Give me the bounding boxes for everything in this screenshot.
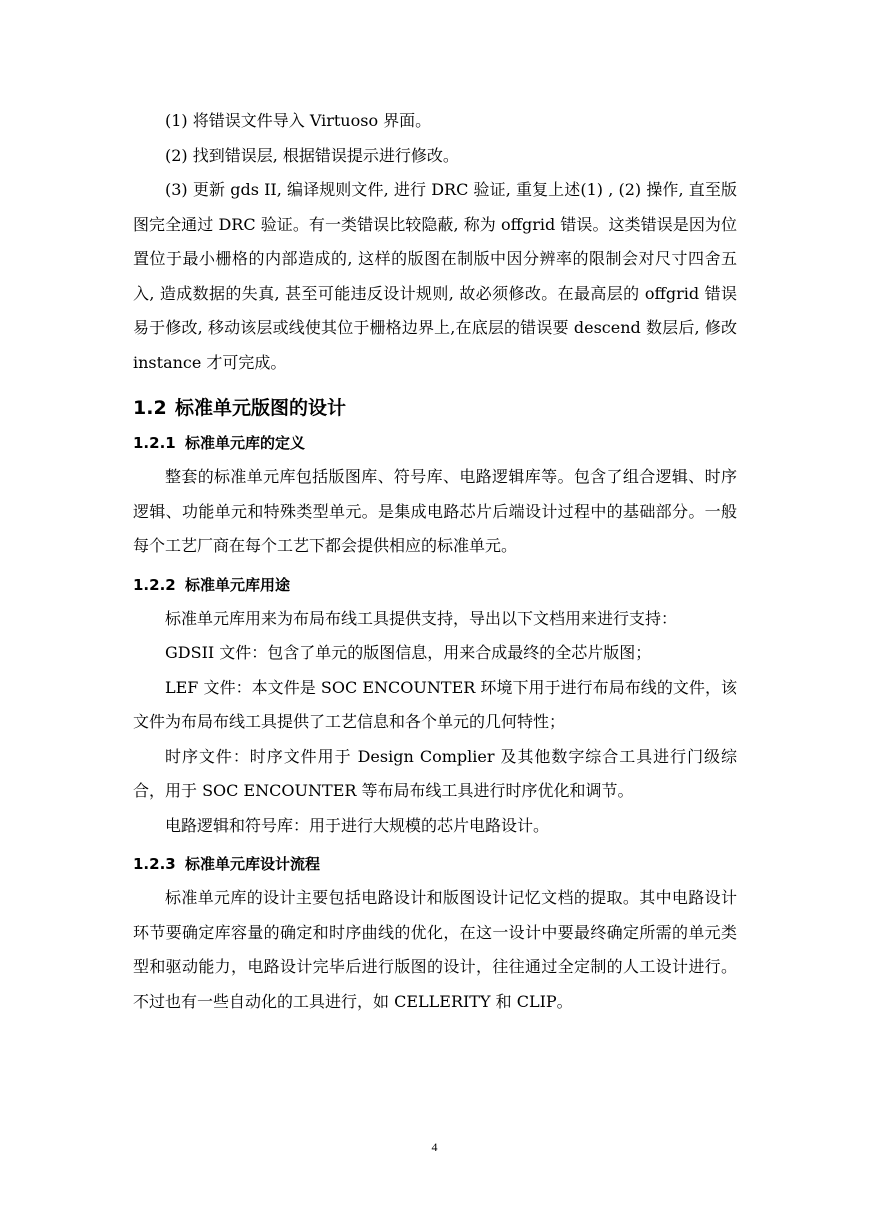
- paragraph: 标准单元库用来为布局布线工具提供支持，导出以下文档用来进行支持：: [165, 608, 678, 628]
- section-number: 1.2: [133, 397, 167, 419]
- section-title: 标准单元版图的设计: [175, 397, 347, 419]
- paragraph-step-2: (2) 找到错误层, 根据错误提示进行修改。: [165, 145, 459, 165]
- subsection-title: 标准单元库设计流程: [185, 855, 321, 873]
- paragraph: 整套的标准单元库包括版图库、符号库、电路逻辑库等。包含了组合逻辑、时序逻辑、功能单元和特殊类型单元。是集成电路芯片后端设计过程中的基础部分。一般每个工艺厂商在每个工艺下都会提供相应的标准单元。: [133, 467, 737, 555]
- paragraph: LEF 文件：本文件是 SOC ENCOUNTER 环境下用于进行布局布线的文件，该文件为布局布线工具提供了工艺信息和各个单元的几何特性；: [133, 677, 737, 731]
- subsection-number: 1.2.2: [133, 575, 176, 594]
- subsection-number: 1.2.1: [133, 434, 176, 452]
- paragraph-step-3: (3) 更新 gds II, 编译规则文件, 进行 DRC 验证, 重复上述(1) , (2) 操作, 直至版图完全通过 DRC 验证。有一类错误比较隐蔽, 称为 offgrid 错误。这类错误是因为位置位于最小栅格的内部造成的, 这样的版图在制版中因分辨率的限制会对尺寸四舍五入, 造成数据的失真, 甚至可能违反设计规则, 故必须修改。在最高层的 offgrid 错误易于修改, 移动该层或线使其位于栅格边界上,在底层的错误要 descend 数层后, 修改 instance 才可完成。: [133, 180, 737, 372]
- paragraph: 时序文件：时序文件用于 Design Complier 及其他数字综合工具进行门级综合，用于 SOC ENCOUNTER 等布局布线工具进行时序优化和调节。: [133, 746, 737, 800]
- page-number: 4: [431, 1140, 438, 1154]
- paragraph: 标准单元库的设计主要包括电路设计和版图设计记忆文档的提取。其中电路设计环节要确定库容量的确定和时序曲线的优化，在这一设计中要最终确定所需的单元类型和驱动能力，电路设计完毕后进行版图的设计，往往通过全定制的人工设计进行。不过也有一些自动化的工具进行，如 CELLERITY 和 CLIP。: [133, 888, 737, 1011]
- paragraph-step-1: (1) 将错误文件导入 Virtuoso 界面。: [165, 111, 432, 130]
- subsection-heading-2: [133, 574, 737, 596]
- subsection-number: 1.2.3: [133, 855, 176, 873]
- document-body: [133, 104, 737, 1019]
- paragraph: GDSII 文件：包含了单元的版图信息，用来合成最终的全芯片版图；: [165, 643, 652, 662]
- subsection-heading-3: [133, 853, 737, 875]
- paragraph: 电路逻辑和符号库：用于进行大规模的芯片电路设计。: [165, 815, 550, 835]
- subsection-heading-1: [133, 432, 737, 454]
- section-heading: [133, 396, 737, 420]
- subsection-title: 标准单元库用途: [185, 575, 291, 594]
- subsection-title: 标准单元库的定义: [185, 434, 306, 452]
